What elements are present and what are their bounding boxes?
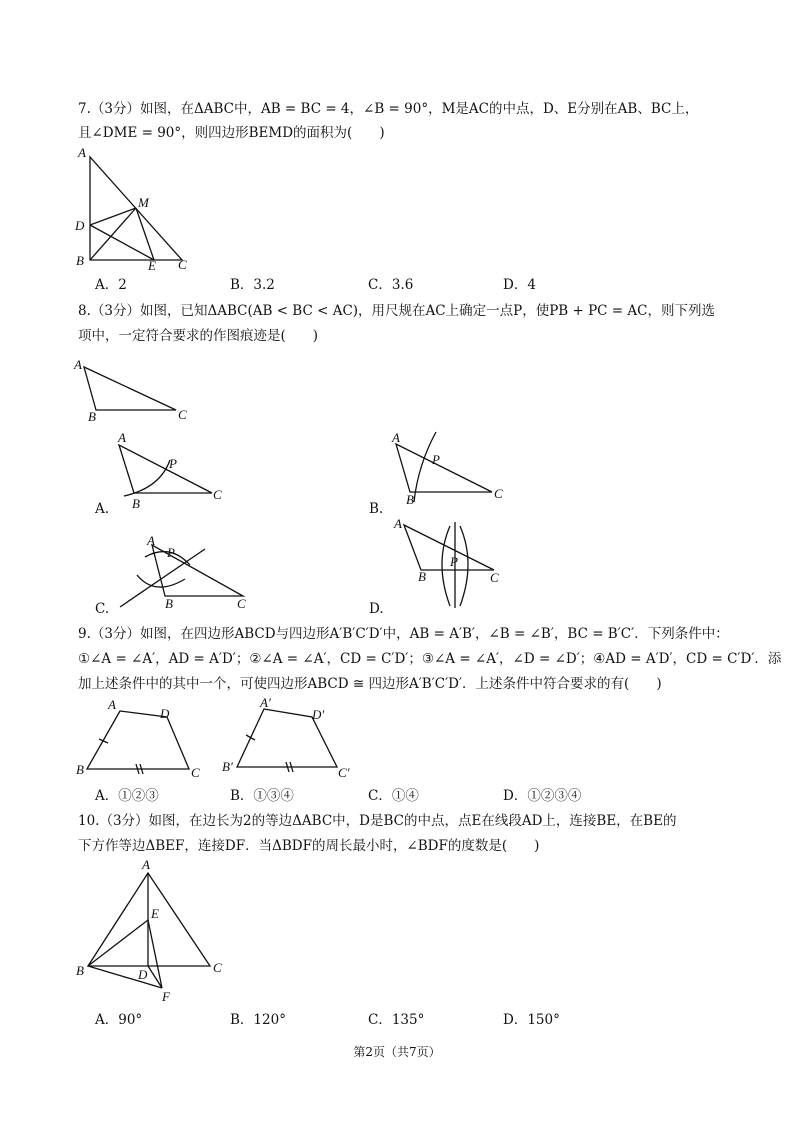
q8b-label-b: B xyxy=(406,492,414,507)
q9-stem-line3: 加上述条件中的其中一个，可使四边形ABCD ≅ 四边形A′B′C′D′．上述条件中符合要求的有( ) xyxy=(78,676,662,692)
q8c-label-b: B xyxy=(165,596,173,611)
q10-option-a[interactable]: A．90° xyxy=(95,1012,143,1028)
q10-option-b[interactable]: B．120° xyxy=(230,1012,286,1028)
q7-label-b: B xyxy=(76,253,84,268)
q10-label-e: E xyxy=(151,906,159,921)
q7-segment-bm xyxy=(90,208,136,260)
q7-label-c: C xyxy=(178,257,187,272)
q9-figure-abcd-prime xyxy=(220,697,360,787)
q8a-label-b: B xyxy=(132,496,140,511)
q8-main-figure xyxy=(72,355,202,425)
q8d-triangle xyxy=(404,525,494,570)
q8-main-triangle xyxy=(84,367,176,410)
q8b-label-p: P xyxy=(432,452,440,467)
q9-label-c: C xyxy=(191,765,200,780)
q7-segment-de xyxy=(90,225,154,260)
q9-label-a: A xyxy=(108,697,116,712)
q7-option-d[interactable]: D．4 xyxy=(503,277,536,293)
q8d-label-b: B xyxy=(418,569,426,584)
q9-label-b-prime: B′ xyxy=(222,759,233,774)
q9-option-a[interactable]: A．①②③ xyxy=(95,788,159,804)
q9-label-c-prime: C′ xyxy=(338,765,350,780)
q8a-label-c: C xyxy=(213,487,222,502)
q9-option-d[interactable]: D．①②③④ xyxy=(503,788,582,804)
q7-option-b[interactable]: B．3.2 xyxy=(230,277,275,293)
q8-option-d[interactable]: D. xyxy=(369,601,384,617)
q9-option-c[interactable]: C．①④ xyxy=(368,788,419,804)
q8-stem-line1: 8.（3分）如图，已知ΔABC(AB < BC < AC)，用尺规在AC上确定一点P，使PB + PC = AC，则下列选 xyxy=(78,303,715,319)
q10-option-c[interactable]: C．135° xyxy=(368,1012,425,1028)
q8b-label-a: A xyxy=(392,430,400,445)
q10-stem-line2: 下方作等边ΔBEF，连接DF．当ΔBDF的周长最小时，∠BDF的度数是( ) xyxy=(78,838,540,854)
q9-label-d: D xyxy=(160,706,170,721)
q8c-label-p: P xyxy=(167,545,175,560)
q8c-bisector xyxy=(120,549,205,607)
q10-figure xyxy=(70,858,240,1008)
q7-stem-line2: 且∠DME = 90°，则四边形BEMD的面积为( ) xyxy=(78,125,385,141)
q8-stem-line2: 项中，一定符合要求的作图痕迹是( ) xyxy=(78,328,319,344)
q8-main-label-b: B xyxy=(88,409,96,424)
q10-segment-bf xyxy=(88,966,162,988)
q8d-label-p: P xyxy=(450,554,458,569)
q7-option-a[interactable]: A．2 xyxy=(95,277,127,293)
q8d-label-a: A xyxy=(394,516,402,531)
q8b-triangle xyxy=(396,444,492,492)
q8-option-c[interactable]: C. xyxy=(95,601,110,617)
q9-label-b: B xyxy=(76,762,84,777)
q8-figure-b xyxy=(388,430,513,510)
page-footer: 第2页（共7页） xyxy=(353,1045,441,1059)
q10-label-b: B xyxy=(76,963,84,978)
q10-label-d: D xyxy=(138,967,148,982)
q10-label-a: A xyxy=(142,857,150,872)
q10-segment-be xyxy=(88,920,148,966)
q8a-label-a: A xyxy=(118,430,126,445)
q8c-label-a: A xyxy=(147,533,155,548)
q9-stem-line2: ①∠A = ∠A′，AD = A′D′；②∠A = ∠A′，CD = C′D′；③∠A = ∠A′，∠D = ∠D′；④AD = A′D′，CD = C′D′．添 xyxy=(78,651,782,667)
q8d-arc-left xyxy=(442,526,450,606)
q9-option-b[interactable]: B．①③④ xyxy=(230,788,294,804)
q10-label-f: F xyxy=(162,989,170,1004)
q7-label-a: A xyxy=(78,145,86,160)
q8-figure-d xyxy=(390,518,510,610)
q8c-triangle xyxy=(152,545,243,596)
q8-main-label-c: C xyxy=(178,407,187,422)
q8d-label-c: C xyxy=(490,570,499,585)
q8-option-b[interactable]: B. xyxy=(369,501,384,517)
q8-figure-a xyxy=(112,430,232,510)
q8d-arc-right xyxy=(460,526,468,606)
q10-stem-line1: 10.（3分）如图，在边长为2的等边ΔABC中，D是BC的中点，点E在线段AD上，连接BE，在BE的 xyxy=(78,813,677,829)
q8a-arc xyxy=(124,460,170,496)
q8-figure-c xyxy=(115,535,255,615)
q7-label-e: E xyxy=(148,258,156,273)
q8a-label-p: P xyxy=(169,456,177,471)
q8c-label-c: C xyxy=(237,596,246,611)
q8b-label-c: C xyxy=(494,486,503,501)
q7-stem-line1: 7.（3分）如图，在ΔABC中，AB = BC = 4，∠B = 90°，M是AC的中点，D、E分别在AB、BC上， xyxy=(78,101,699,117)
q7-option-c[interactable]: C．3.6 xyxy=(368,277,414,293)
q10-label-c: C xyxy=(213,960,222,975)
q10-option-d[interactable]: D．150° xyxy=(503,1012,560,1028)
q9-stem-line1: 9.（3分）如图，在四边形ABCD与四边形A′B′C′D′中，AB = A′B′，∠B = ∠B′，BC = B′C′．下列条件中： xyxy=(78,626,729,642)
q9-figure-abcd xyxy=(72,697,202,787)
q9-label-d-prime: D′ xyxy=(312,707,325,722)
q8-option-a[interactable]: A. xyxy=(95,501,110,517)
q7-label-d: D xyxy=(75,218,85,233)
q9-label-a-prime: A′ xyxy=(260,695,271,710)
q8-main-label-a: A xyxy=(74,357,82,372)
q7-figure xyxy=(70,145,200,275)
q7-label-m: M xyxy=(138,195,149,210)
